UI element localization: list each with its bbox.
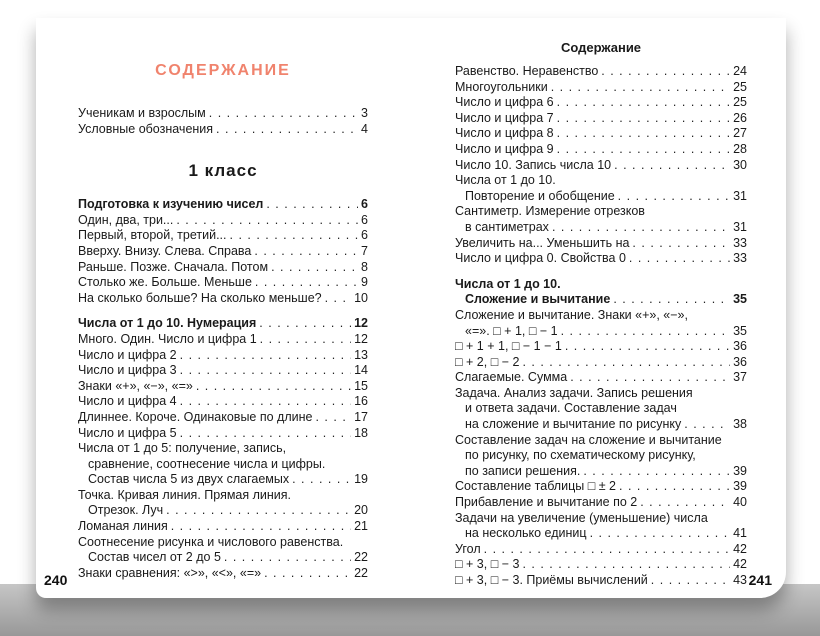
toc-entry (455, 277, 747, 293)
toc-list-right (455, 64, 747, 589)
toc-page-number: 22 (354, 550, 368, 565)
toc-entry-text: Подготовка к изучению чисел (78, 197, 264, 212)
toc-entry-text: □ + 1 + 1, □ − 1 − 1 (455, 339, 562, 354)
toc-entry (455, 308, 747, 324)
toc-entry-text: Число и цифра 9 (455, 141, 554, 156)
toc-entry-text: Числа от 1 до 10. Нумерация (78, 316, 257, 331)
toc-entry-text: в сантиметрах (465, 219, 549, 234)
dot-leader (590, 526, 731, 542)
book-spread (36, 18, 786, 598)
toc-entry (78, 106, 368, 122)
toc-entry (78, 316, 368, 332)
toc-entry-text: Один, два, три... (78, 212, 174, 227)
toc-entry-text: Сложение и вычитание. Знаки «+», «−», (455, 307, 688, 322)
toc-entry-text: Сантиметр. Измерение отрезков (455, 204, 645, 219)
dot-leader (292, 472, 351, 488)
toc-page-number: 41 (733, 526, 747, 541)
dot-leader (176, 213, 358, 229)
toc-list-left (78, 197, 368, 581)
toc-entry (455, 542, 747, 558)
toc-page-number: 18 (354, 425, 368, 440)
toc-entry (455, 324, 747, 340)
toc-page-number: 3 (361, 106, 368, 120)
toc-entry (78, 535, 368, 551)
dot-leader (601, 64, 730, 80)
toc-page-number: 39 (733, 479, 747, 494)
grade-heading: 1 класс (188, 161, 258, 181)
toc-entry (455, 386, 747, 402)
dot-leader (264, 566, 351, 582)
toc-entry-text: Первый, второй, третий... (78, 228, 227, 243)
toc-entry (78, 348, 368, 364)
toc-page-number: 4 (361, 121, 368, 136)
dot-leader (583, 464, 730, 480)
toc-entry-text: и ответа задачи. Составление задач (465, 401, 677, 416)
toc-entry (455, 557, 747, 573)
toc-entry-text: по записи решения. (465, 463, 581, 478)
toc-entry (455, 111, 747, 127)
toc-entry-text: Число и цифра 8 (455, 126, 554, 141)
toc-entry-text: □ + 3, □ − 3. Приёмы вычислений (455, 573, 648, 587)
toc-page-number: 42 (733, 557, 747, 572)
dot-leader (224, 550, 351, 566)
toc-entry (455, 448, 747, 464)
dot-leader (180, 363, 351, 379)
dot-leader (561, 324, 731, 340)
toc-entry (78, 228, 368, 244)
toc-entry (78, 488, 368, 504)
toc-entry-text: Ученикам и взрослым (78, 106, 206, 120)
toc-entry (455, 220, 747, 236)
toc-entry (455, 64, 747, 80)
dot-leader (484, 542, 730, 558)
toc-entry (455, 433, 747, 449)
toc-entry-text: Число и цифра 3 (78, 363, 177, 378)
toc-entry-text: На сколько больше? На сколько меньше? (78, 290, 322, 305)
toc-entry (455, 479, 747, 495)
toc-entry-text: Сложение и вычитание (465, 292, 611, 307)
toc-entry-text: Отрезок. Луч (88, 503, 164, 518)
toc-entry-text: на несколько единиц (465, 526, 587, 541)
toc-entry (455, 189, 747, 205)
toc-page-number: 36 (733, 339, 747, 354)
toc-page-number: 9 (361, 275, 368, 290)
toc-entry-text: Число и цифра 4 (78, 394, 177, 409)
toc-entry-text: □ + 3, □ − 3 (455, 557, 520, 572)
toc-page-number: 33 (733, 251, 747, 266)
toc-page-number: 25 (733, 95, 747, 110)
toc-entry (455, 142, 747, 158)
dot-leader (557, 142, 730, 158)
toc-entry (78, 213, 368, 229)
toc-page-number: 21 (354, 519, 368, 534)
toc-entry (78, 244, 368, 260)
toc-entry (78, 291, 368, 307)
page-number-right: 241 (748, 572, 772, 588)
toc-entry (455, 236, 747, 252)
toc-entry-text: Числа от 1 до 10. (455, 173, 556, 188)
toc-entry (455, 204, 747, 220)
toc-page-number: 15 (354, 378, 368, 393)
dot-leader (325, 291, 351, 307)
toc-entry (455, 401, 747, 417)
dot-leader (552, 220, 730, 236)
toc-entry-text: «=». □ + 1, □ − 1 (465, 323, 558, 338)
dot-leader (271, 260, 358, 276)
dot-leader (632, 236, 730, 252)
page-left (36, 18, 411, 598)
dot-leader (315, 410, 351, 426)
toc-page-number: 19 (354, 472, 368, 487)
toc-entry-text: Задача. Анализ задачи. Запись решения (455, 385, 693, 400)
dot-leader (570, 370, 730, 386)
dot-leader (557, 126, 730, 142)
page-right (411, 18, 786, 598)
toc-page-number: 36 (733, 354, 747, 369)
toc-page-number: 25 (733, 79, 747, 94)
toc-entry (455, 526, 747, 542)
toc-page-number: 20 (354, 503, 368, 518)
dot-leader (522, 355, 730, 371)
toc-page-number: 17 (354, 409, 368, 424)
toc-entry (78, 566, 368, 582)
toc-entry-text: Число и цифра 7 (455, 110, 554, 125)
toc-entry-text: Условные обозначения (78, 121, 214, 136)
toc-page-number: 13 (354, 347, 368, 362)
toc-entry-text: Число 10. Запись числа 10 (455, 157, 612, 172)
toc-entry-text: Равенство. Неравенство (455, 64, 599, 78)
dot-leader (209, 106, 358, 122)
toc-page-number: 27 (733, 126, 747, 141)
dot-leader (640, 495, 730, 511)
toc-entry (78, 332, 368, 348)
toc-entry (455, 573, 747, 589)
toc-entry (455, 495, 747, 511)
dot-leader (259, 316, 351, 332)
toc-page-number: 35 (733, 323, 747, 338)
toc-page-number: 33 (733, 235, 747, 250)
toc-entry-text: Число и цифра 5 (78, 425, 177, 440)
toc-entry (78, 410, 368, 426)
toc-page-number: 38 (733, 417, 747, 432)
toc-entry (455, 126, 747, 142)
toc-entry (455, 355, 747, 371)
dot-leader (254, 244, 358, 260)
toc-entry-text: Знаки сравнения: «>», «<», «=» (78, 565, 262, 580)
toc-page-number: 26 (733, 110, 747, 125)
toc-entry-text: Слагаемые. Сумма (455, 370, 568, 385)
toc-page-number: 6 (361, 228, 368, 243)
toc-entry-text: Составление задач на сложение и вычитание (455, 432, 722, 447)
dot-leader (522, 557, 730, 573)
toc-entry (78, 472, 368, 488)
toc-entry-text: Повторение и обобщение (465, 188, 615, 203)
toc-entry-text: Много. Один. Число и цифра 1 (78, 331, 257, 346)
toc-entry (78, 426, 368, 442)
toc-page-number: 6 (361, 212, 368, 227)
dot-leader (260, 332, 351, 348)
toc-entry (455, 464, 747, 480)
toc-entry (455, 173, 747, 189)
toc-entry-text: Число и цифра 2 (78, 347, 177, 362)
toc-entry-text: сравнение, соотнесение числа и цифры. (88, 456, 326, 471)
toc-entry (78, 457, 368, 473)
dot-leader (196, 379, 351, 395)
toc-entry-text: Многоугольники (455, 79, 548, 94)
toc-page-number: 10 (354, 290, 368, 305)
dot-leader (565, 339, 730, 355)
dot-leader (613, 292, 730, 308)
dot-leader (166, 503, 351, 519)
toc-page-number: 6 (361, 197, 368, 212)
toc-page-number: 42 (733, 541, 747, 556)
toc-entry (78, 394, 368, 410)
toc-entry-text: Угол (455, 541, 481, 556)
toc-entry-text: Знаки «+», «−», «=» (78, 378, 193, 393)
dot-leader (557, 95, 730, 111)
toc-entry (455, 158, 747, 174)
dot-leader (684, 417, 730, 433)
running-header: Содержание (560, 40, 642, 55)
toc-entry-text: Раньше. Позже. Сначала. Потом (78, 259, 269, 274)
toc-entry (455, 370, 747, 386)
toc-page-number: 40 (733, 495, 747, 510)
toc-page-number: 24 (733, 64, 747, 78)
dot-leader (180, 348, 351, 364)
toc-entry (455, 339, 747, 355)
toc-entry (78, 441, 368, 457)
dot-leader (618, 189, 730, 205)
dot-leader (230, 228, 359, 244)
toc-intro-list (78, 106, 368, 137)
toc-entry (455, 292, 747, 308)
dot-leader (629, 251, 730, 267)
dot-leader (551, 80, 730, 96)
page-number-left: 240 (44, 572, 68, 588)
toc-entry (78, 519, 368, 535)
toc-page-number: 43 (733, 573, 747, 587)
toc-entry (455, 511, 747, 527)
toc-page-number: 8 (361, 259, 368, 274)
toc-entry-text: Составление таблицы □ ± 2 (455, 479, 617, 494)
toc-page-number: 12 (354, 316, 368, 331)
toc-entry (78, 550, 368, 566)
toc-page-number: 28 (733, 141, 747, 156)
dot-leader (180, 426, 351, 442)
toc-entry-text: Столько же. Больше. Меньше (78, 275, 252, 290)
toc-page-number: 31 (733, 188, 747, 203)
toc-page-number: 31 (733, 219, 747, 234)
toc-entry (78, 122, 368, 138)
toc-entry (78, 197, 368, 213)
toc-entry-text: на сложение и вычитание по рисунку (465, 417, 682, 432)
toc-page-number: 7 (361, 243, 368, 258)
toc-entry-text: Число и цифра 6 (455, 95, 554, 110)
toc-entry-text: Числа от 1 до 10. (455, 276, 561, 291)
dot-leader (614, 158, 730, 174)
dot-leader (651, 573, 730, 589)
toc-page-number: 14 (354, 363, 368, 378)
toc-entry-text: Длиннее. Короче. Одинаковые по длине (78, 409, 313, 424)
toc-entry-text: Числа от 1 до 5: получение, запись, (78, 441, 287, 456)
dot-leader (266, 197, 358, 213)
toc-entry-text: по рисунку, по схематическому рисунку, (465, 448, 696, 463)
dot-leader (255, 275, 358, 291)
toc-entry-text: Задачи на увеличение (уменьшение) числа (455, 510, 708, 525)
toc-page-number: 16 (354, 394, 368, 409)
toc-page-number: 22 (354, 565, 368, 580)
toc-entry (78, 260, 368, 276)
toc-entry-text: Увеличить на... Уменьшить на (455, 235, 630, 250)
toc-entry (78, 275, 368, 291)
toc-entry-text: Прибавление и вычитание по 2 (455, 495, 638, 510)
toc-entry (78, 503, 368, 519)
toc-entry-text: Число и цифра 0. Свойства 0 (455, 251, 626, 266)
toc-entry-text: Состав числа 5 из двух слагаемых (88, 472, 290, 487)
toc-page-number: 30 (733, 157, 747, 172)
toc-title: СОДЕРЖАНИЕ (155, 62, 291, 79)
toc-page-number: 37 (733, 370, 747, 385)
dot-leader (216, 122, 358, 138)
toc-entry-text: □ + 2, □ − 2 (455, 354, 520, 369)
toc-entry-text: Соотнесение рисунка и числового равенства. (78, 534, 344, 549)
toc-page-number: 39 (733, 463, 747, 478)
toc-entry (455, 417, 747, 433)
toc-entry (78, 379, 368, 395)
toc-entry-text: Состав чисел от 2 до 5 (88, 550, 221, 565)
toc-entry-text: Вверху. Внизу. Слева. Справа (78, 243, 252, 258)
toc-entry-text: Точка. Кривая линия. Прямая линия. (78, 487, 292, 502)
toc-entry (455, 95, 747, 111)
toc-entry (455, 80, 747, 96)
toc-page-number: 35 (733, 292, 747, 307)
toc-entry (455, 251, 747, 267)
dot-leader (557, 111, 730, 127)
toc-entry-text: Ломаная линия (78, 519, 168, 534)
dot-leader (619, 479, 730, 495)
dot-leader (180, 394, 351, 410)
dot-leader (171, 519, 351, 535)
toc-entry (78, 363, 368, 379)
toc-page-number: 12 (354, 331, 368, 346)
